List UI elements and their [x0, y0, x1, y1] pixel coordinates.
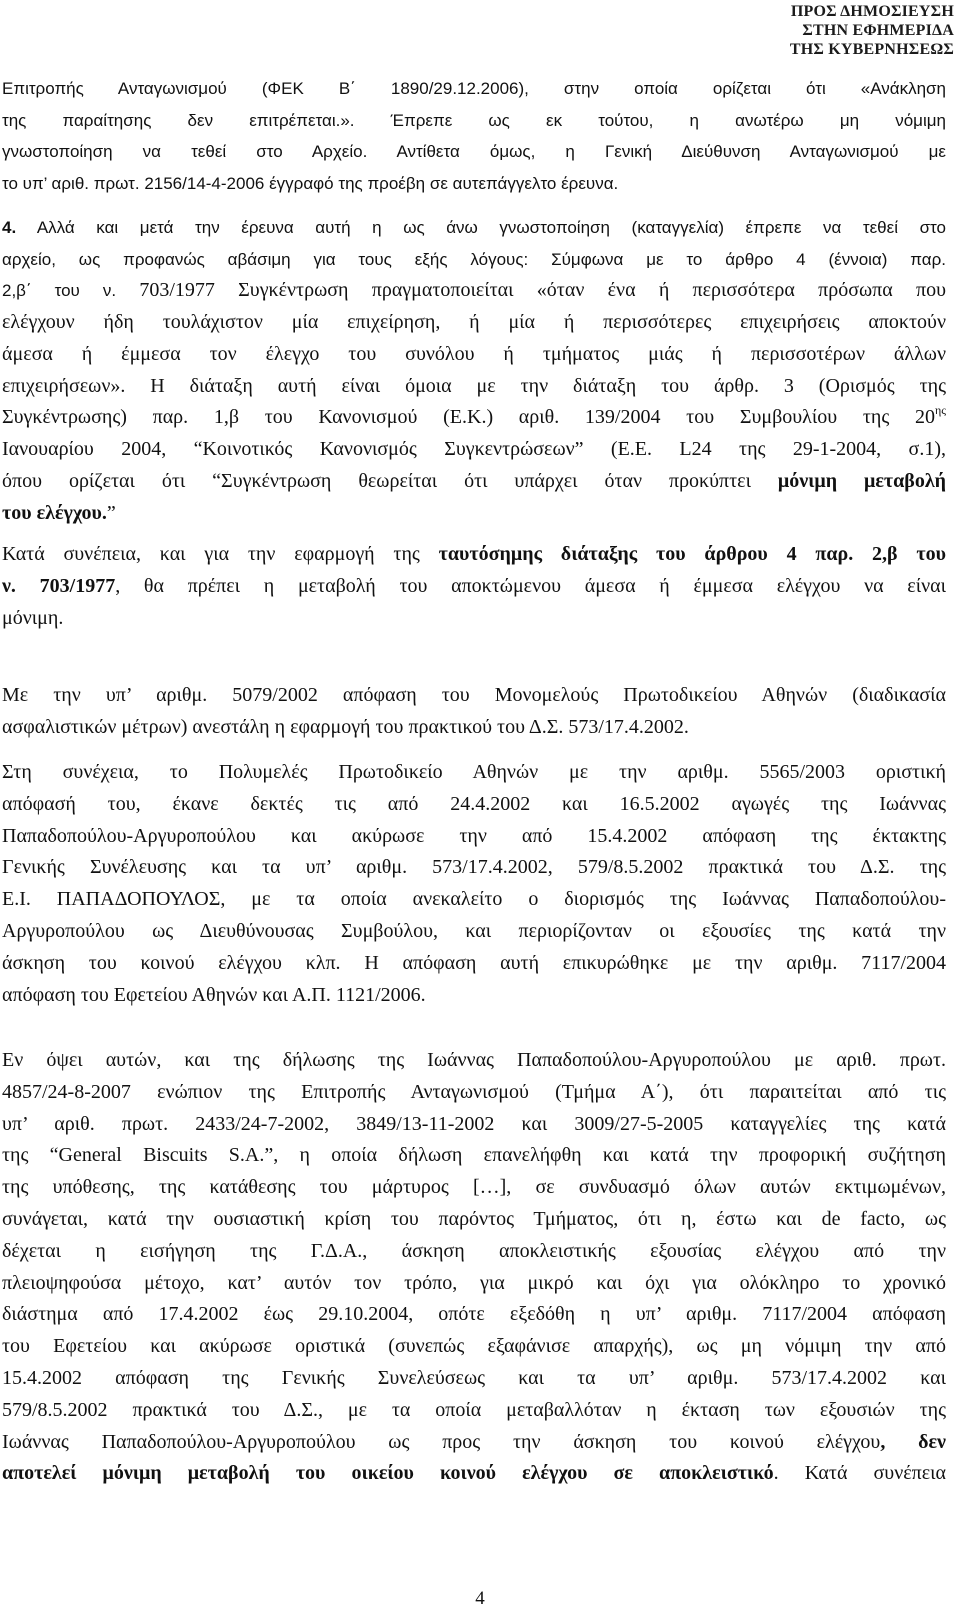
paragraph-section-4 — [2, 212, 946, 275]
text-line: επιχειρήσεων». Η διάταξη αυτή είναι όμοια με την διάταξη του άρθρ. 3 (Ορισμός της — [2, 374, 946, 397]
publication-stamp — [790, 2, 954, 59]
text-line: Αργυροπούλου ως Διευθύνουσας Συμβούλου, και περιορίζονταν οι εξουσίες της κατά την — [2, 919, 946, 942]
superscript: ης — [934, 402, 946, 417]
text-line: απόφαση του Εφετείου Αθηνών και Α.Π. 1121/2006. — [2, 983, 426, 1006]
text-line: Με την υπ’ αριθμ. 5079/2002 απόφαση του Μονομελούς Πρωτοδικείου Αθηνών (διαδικασία — [2, 684, 946, 706]
text-line: 15.4.2002 απόφαση της Γενικής Συνελεύσεως και τα υπ’ αριθμ. 573/17.4.2002 και — [2, 1366, 946, 1389]
text-line: δέχεται η εισήγηση της Γ.Δ.Α., άσκηση αποκλειστικής εξουσίας ελέγχου από την — [2, 1239, 946, 1262]
text-line: Επιτροπής Ανταγωνισμού (ΦΕΚ Β΄ 1890/29.12.2006), στην οποία ορίζεται ότι «Ανάκληση — [2, 79, 946, 98]
text-line — [2, 275, 946, 308]
text-span: όπου ορίζεται ότι “Συγκέντρωση θεωρείται ότι υπάρχει όταν προκύπτει — [2, 469, 778, 492]
bold-text: ν. 703/1977 — [2, 574, 116, 597]
text-line: Γενικής Συνέλευσης και τα υπ’ αριθμ. 573/17.4.2002, 579/8.5.2002 πρακτικά του Δ.Σ. της — [2, 856, 946, 879]
text-line: της παραίτησης δεν επιτρέπεται.». Έπρεπε ως εκ τούτου, η ανωτέρω μη νόμιμη — [2, 110, 946, 130]
bold-text: αποτελεί μόνιμη μεταβολή του οικείου κοινού ελέγχου σε αποκλειστικό — [2, 1462, 774, 1485]
text-line: απόφασή του, έκανε δεκτές τις από 24.4.2002 και 16.5.2002 αγωγές της Ιωάννας — [2, 792, 946, 815]
text-span: 2,β΄ του ν. — [2, 281, 117, 300]
paragraph-court-1 — [2, 680, 946, 744]
text-line — [2, 571, 946, 603]
text-line: το υπ’ αριθ. πρωτ. 2156/14-4-2006 έγγραφό της προέβη σε αυτεπάγγελτο έρευνα. — [2, 173, 619, 193]
text-span: Αλλά και μετά την έρευνα αυτή η ως άνω γνωστοποίηση (καταγγελία) έπρεπε να τεθεί στο — [16, 218, 946, 237]
text-line: αρχείο, ως προφανώς αβάσιμη για τους εξής λόγους: Σύμφωνα με το άρθρο 4 (έννοια) παρ. — [2, 249, 946, 269]
text-line: πλειοψηφούσα μέτοχο, κατ’ αυτόν τον τρόπο, για μικρό και όχι για ολόκληρο το χρονικό — [2, 1271, 946, 1294]
text-line: ασφαλιστικών μέτρων) ανεστάλη η εφαρμογή του πρακτικού του Δ.Σ. 573/17.4.2002. — [2, 715, 689, 738]
text-line — [2, 466, 946, 498]
text-span: , θα πρέπει η μεταβολή του αποκτώμενου άμεσα ή έμμεσα ελέγχου να είναι — [115, 574, 946, 597]
paragraph-conclusion — [2, 539, 946, 634]
text-line — [2, 402, 946, 434]
text-line: Ιανουαρίου 2004, “Κοινοτικός Κανονισμός Συγκεντρώσεων” (Ε.Ε. L24 της 29-1-2004, σ.1), — [2, 438, 946, 461]
text-line: του Εφετείου και ακύρωσε οριστικά (συνεπώς εξαφάνισε απαρχής), ως μη νόμιμη την από — [2, 1335, 946, 1358]
text-span: Ιωάννας Παπαδοπούλου-Αργυροπούλου ως προς την άσκηση του κοινού ελέγχου — [2, 1430, 881, 1453]
text-line: γνωστοποίηση να τεθεί στο Αρχείο. Αντίθετα όμως, η Γενική Διεύθυνση Ανταγωνισμού με — [2, 142, 946, 161]
section-number: 4. — [2, 218, 17, 237]
text-line: Παπαδοπούλου-Αργυροπούλου και ακύρωσε την από 15.4.2002 απόφαση της έκτακτης — [2, 824, 946, 847]
text-span: 703/1977 Συγκέντρωση πραγματοποιείται «όταν ένα ή περισσότερα πρόσωπα που — [116, 279, 946, 301]
text-line: Στη συνέχεια, το Πολυμελές Πρωτοδικείο Αθηνών με την αριθμ. 5565/2003 οριστική — [2, 761, 946, 783]
paragraph-section-4-body — [2, 307, 946, 530]
paragraph-section-4-cont — [2, 275, 946, 308]
bold-text: του ελέγχου. — [2, 501, 107, 524]
text-line: άμεσα ή έμμεσα τον έλεγχο του συνόλου ή τμήματος μιάς ή περισσοτέρων άλλων — [2, 342, 946, 365]
text-line: της “General Biscuits S.A.”, η οποία δήλωση επανελήφθη και κατά την προφορική συζήτηση — [2, 1144, 946, 1167]
text-line: άσκηση του κοινού ελέγχου κλπ. Η απόφαση αυτή επικυρώθηκε με την αριθμ. 7117/2004 — [2, 951, 946, 974]
text-line: Εν όψει αυτών, και της δήλωσης της Ιωάννας Παπαδοπούλου-Αργυροπούλου με αριθ. πρωτ. — [2, 1049, 946, 1071]
paragraph-court-2 — [2, 757, 946, 1011]
text-line — [2, 1427, 946, 1459]
text-line: μόνιμη. — [2, 606, 64, 629]
text-line — [2, 539, 946, 571]
text-line: υπ’ αριθ. πρωτ. 2433/24-7-2002, 3849/13-11-2002 και 3009/27-5-2005 καταγγελίες της κατά — [2, 1112, 946, 1135]
text-line: της υπόθεσης, της κατάθεσης του μάρτυρος […], σε συνδυασμό όλων αυτών εκτιμωμένων, — [2, 1176, 946, 1199]
text-line — [2, 212, 946, 244]
bold-text: μόνιμη μεταβολή — [777, 469, 947, 492]
text-line: διάστημα από 17.4.2002 έως 29.10.2004, οπότε εξεδόθη η υπ’ αριθμ. 7117/2004 απόφαση — [2, 1303, 946, 1326]
text-line: Ε.Ι. ΠΑΠΑΔΟΠΟΥΛΟΣ, με τα οποία ανεκαλείτο ο διορισμός της Ιωάννας Παπαδοπούλου- — [2, 888, 946, 911]
text-span: Συγκέντρωσης) παρ. 1,β του Κανονισμού (Ε.Κ.) αριθ. 139/2004 του Συμβουλίου της 20 — [2, 406, 935, 429]
bold-text: , δεν — [880, 1430, 946, 1453]
paragraph-block-1 — [2, 73, 946, 199]
text-line — [2, 498, 946, 530]
page-number: 4 — [475, 1588, 485, 1609]
bold-text: ταυτόσημης διάταξης του άρθρου 4 παρ. 2,β του — [438, 543, 946, 565]
text-span: . Κατά συνέπεια — [773, 1462, 946, 1485]
stamp-line-2: ΣΤΗΝ ΕΦΗΜΕΡΙΔΑ — [802, 22, 954, 39]
text-line: συνάγεται, κατά την ουσιαστική κρίση του παρόντος Τμήματος, ότι η, έστω και de facto, ως — [2, 1207, 946, 1230]
stamp-line-3: ΤΗΣ ΚΥΒΕΡΝΗΣΕΩΣ — [789, 41, 954, 58]
text-line: ελέγχουν ήδη τουλάχιστον μία επιχείρηση, ή μία ή περισσότερες επιχειρήσεις αποκτούν — [2, 311, 946, 333]
stamp-line-1: ΠΡΟΣ ΔΗΜΟΣΙΕΥΣΗ — [790, 3, 954, 20]
text-line — [2, 1458, 946, 1490]
text-span: Κατά συνέπεια, και για την εφαρμογή της — [2, 543, 439, 565]
text-line: 579/8.5.2002 πρακτικά του Δ.Σ., με τα οποία μεταβαλλόταν η έκταση των εξουσιών της — [2, 1398, 946, 1421]
paragraph-assessment — [2, 1045, 946, 1490]
text-line: 4857/24-8-2007 ενώπιον της Επιτροπής Ανταγωνισμού (Τμήμα Α΄), ότι παραιτείται από τις — [2, 1080, 946, 1103]
text-span: ” — [106, 501, 116, 524]
